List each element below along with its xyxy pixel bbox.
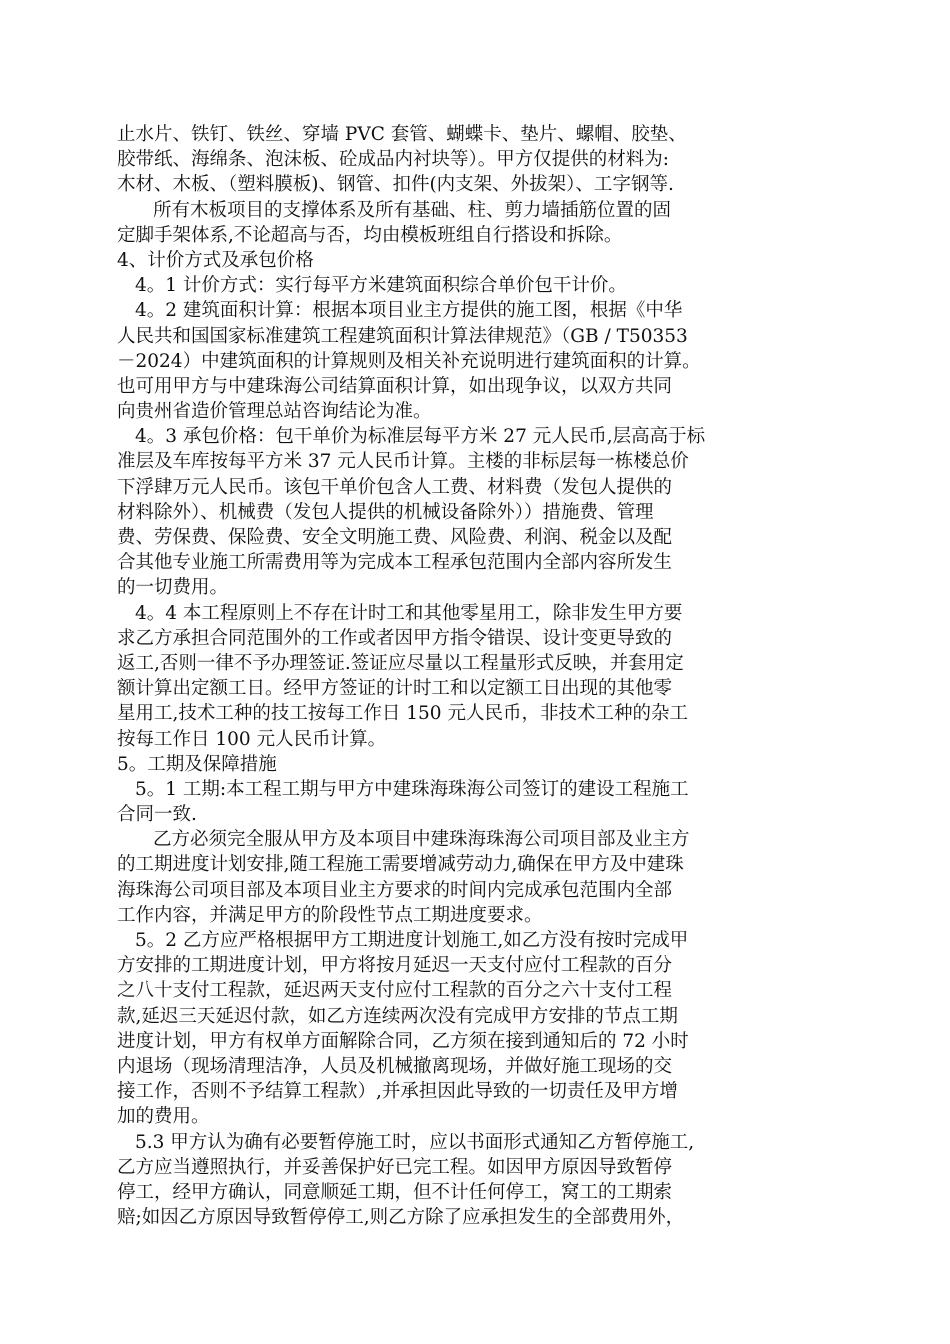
text-line: 4、计价方式及承包价格 <box>117 249 314 271</box>
text-line: 5.3 甲方认为确有必要暂停施工时，应以书面形式通知乙方暂停施工, <box>135 1131 695 1153</box>
text-line: 木材、木板、（塑料膜板)、钢管、扣件(内支架、外拔架）、工字钢等. <box>117 174 674 196</box>
text-line: 5。2 乙方应严格根据甲方工期进度计划施工,如乙方没有按时完成甲 <box>135 930 689 951</box>
text-line: 合其他专业施工所需费用等为完成本工程承包范围内全部内容所发生 <box>117 552 673 574</box>
text-line: 海珠海公司项目部及本项目业主方要求的时间内完成承包范围内全部 <box>117 879 673 901</box>
text-line: 加的费用。 <box>117 1106 210 1128</box>
text-line: 定脚手架体系,不论超高与否，均由模板班组自行搭设和拆除。 <box>117 224 623 246</box>
text-line: 工作内容，并满足甲方的阶段性节点工期进度要求。 <box>117 904 543 926</box>
text-line: 返工,否则一律不予办理签证.签证应尽量以工程量形式反映，并套用定 <box>117 652 684 674</box>
text-line: 也可用甲方与中建珠海公司结算面积计算，如出现争议，以双方共同 <box>117 375 673 397</box>
text-line: 接工作，否则不予结算工程款）,并承担因此导致的一切责任及甲方增 <box>117 1081 678 1103</box>
text-line: 之八十支付工程款，延迟两天支付应付工程款的百分之六十支付工程 <box>117 980 673 1002</box>
text-line: 下浮肆万元人民币。该包干单价包含人工费、材料费（发包人提供的 <box>117 476 673 498</box>
text-line: 准层及车库按每平方米 37 元人民币计算。主楼的非标层每一栋楼总价 <box>117 451 689 473</box>
text-line: 止水片、铁钉、铁丝、穿墙 PVC 套管、蝴蝶卡、垫片、螺帽、胶垫、 <box>117 124 687 145</box>
text-line: 按每工作日 100 元人民币计算。 <box>117 728 387 750</box>
text-line: 向贵州省造价管理总站咨询结论为准。 <box>117 401 432 423</box>
text-line: 停工，经甲方确认，同意顺延工期，但不计任何停工，窝工的工期索 <box>117 1181 673 1203</box>
text-line: －2024）中建筑面积的计算规则及相关补充说明进行建筑面积的计算。 <box>117 350 701 372</box>
document-page <box>117 122 817 1230</box>
text-line: 求乙方承担合同范围外的工作或者因甲方指令错误、设计变更导致的 <box>117 627 673 649</box>
text-line: 方安排的工期进度计划，甲方将按月延迟一天支付应付工程款的百分 <box>117 955 673 977</box>
text-line: 费、劳保费、保险费、安全文明施工费、风险费、利润、税金以及配 <box>117 527 673 548</box>
text-line: 的一切费用。 <box>117 577 229 599</box>
text-line: 材料除外）、机械费（发包人提供的机械设备除外））措施费、管理 <box>117 501 654 523</box>
text-line: 5。工期及保障措施 <box>117 753 277 775</box>
text-line: 内退场（现场清理洁净，人员及机械撤离现场，并做好施工现场的交 <box>117 1055 673 1077</box>
text-line: 乙方必须完全服从甲方及本项目中建珠海珠海公司项目部及业主方 <box>153 829 690 851</box>
text-line: 款,延迟三天延迟付款，如乙方连续两次没有完成甲方安排的节点工期 <box>117 1005 678 1027</box>
text-line: 4。2 建筑面积计算：根据本项目业主方提供的施工图，根据《中华 <box>135 300 683 322</box>
text-line: 合同一致. <box>117 804 197 826</box>
text-line: 额计算出定额工日。经甲方签证的计时工和以定额工日出现的其他零 <box>117 678 673 700</box>
text-line: 星用工,技术工种的技工按每工作日 150 元人民币，非技术工种的杂工 <box>117 703 688 725</box>
text-line: 胶带纸、海绵条、泡沫板、砼成品内衬块等）。甲方仅提供的材料为: <box>117 149 669 171</box>
text-line: 人民共和国国家标准建筑工程建筑面积计算法律规范》（GB / T50353 <box>117 325 688 347</box>
text-line: 赔;如因乙方原因导致暂停停工,则乙方除了应承担发生的全部费用外， <box>117 1207 685 1229</box>
text-line: 所有木板项目的支撑体系及所有基础、柱、剪力墙插筋位置的固 <box>153 199 672 221</box>
text-line: 4。3 承包价格：包干单价为标准层每平方米 27 元人民币,层高高于标 <box>135 426 706 448</box>
text-line: 4。4 本工程原则上不存在计时工和其他零星用工，除非发生甲方要 <box>135 602 683 624</box>
text-line: 乙方应当遵照执行，并妥善保护好已完工程。如因甲方原因导致暂停 <box>117 1156 673 1178</box>
text-line: 的工期进度计划安排,随工程施工需要增减劳动力,确保在甲方及中建珠 <box>117 854 684 876</box>
text-line: 5。1 工期:本工程工期与甲方中建珠海珠海公司签订的建设工程施工 <box>135 778 689 800</box>
text-line: 进度计划，甲方有权单方面解除合同，乙方须在接到通知后的 72 小时 <box>117 1030 689 1052</box>
text-line: 4。1 计价方式：实行每平方米建筑面积综合单价包干计价。 <box>135 275 627 297</box>
